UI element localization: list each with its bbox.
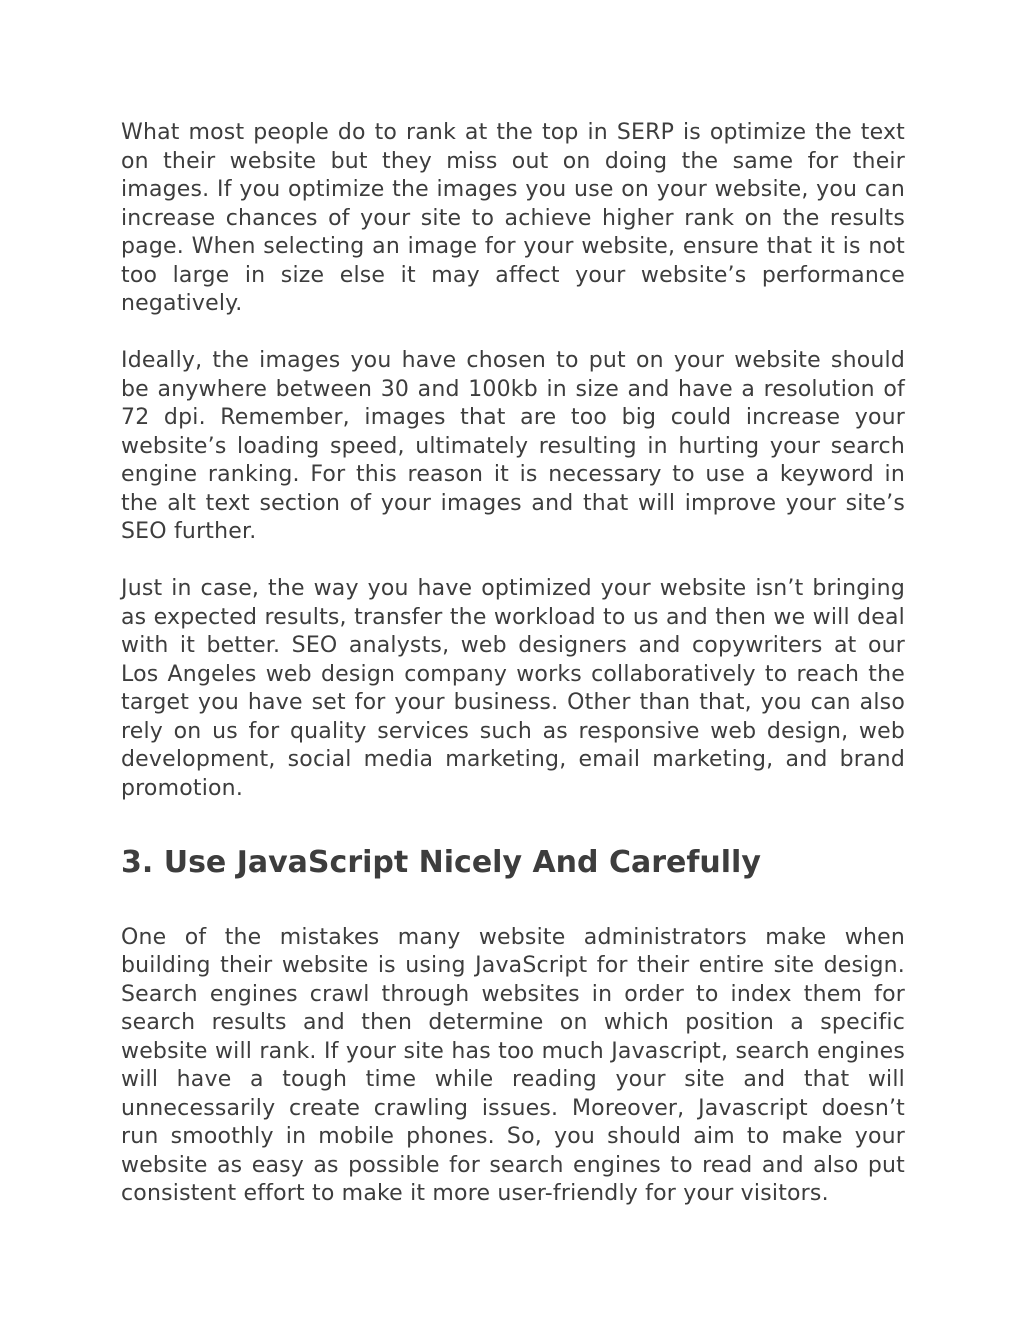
paragraph-services: Just in case, the way you have optimized your website isn’t bringing as expected results, transfer the workload to us and then we will deal with it better. SEO analysts, web designers and copywriters at our Los Angeles web design company works collaboratively to reach the target you have set for your business. Other than that, you can also rely on us for quality services such as responsive web design, web development, social media marketing, email marketing, and brand promotion.: [121, 576, 905, 801]
paragraph-image-size: Ideally, the images you have chosen to put on your website should be anywhere between 30 and 100kb in size and have a resolution of 72 dpi. Remember, images that are too big could increase your website’s loading speed, ultimately resulting in hurting your search engine ranking. For this reason it is necessary to use a keyword in the alt text section of your images and that will improve your site’s SEO further.: [121, 348, 905, 544]
section-heading: 3. Use JavaScript Nicely And Carefully: [121, 844, 761, 880]
document-page: [121, 119, 905, 1209]
paragraph-image-optimization: What most people do to rank at the top in SERP is optimize the text on their website but they miss out on doing the same for their images. If you optimize the images you use on your website, you can increase chances of your site to achieve higher rank on the results page. When selecting an image for your website, ensure that it is not too large in size else it may affect your website’s performance negatively.: [121, 120, 905, 316]
paragraph-javascript: One of the mistakes many website administrators make when building their website is using JavaScript for their entire site design. Search engines crawl through websites in order to index them for search results and then determine on which position a specific website will rank. If your site has too much Javascript, search engines will have a tough time while reading your site and that will unnecessarily create crawling issues. Moreover, Javascript doesn’t run smoothly in mobile phones. So, you should aim to make your website as easy as possible for search engines to read and also put consistent effort to make it more user-friendly for your visitors.: [121, 924, 905, 1206]
